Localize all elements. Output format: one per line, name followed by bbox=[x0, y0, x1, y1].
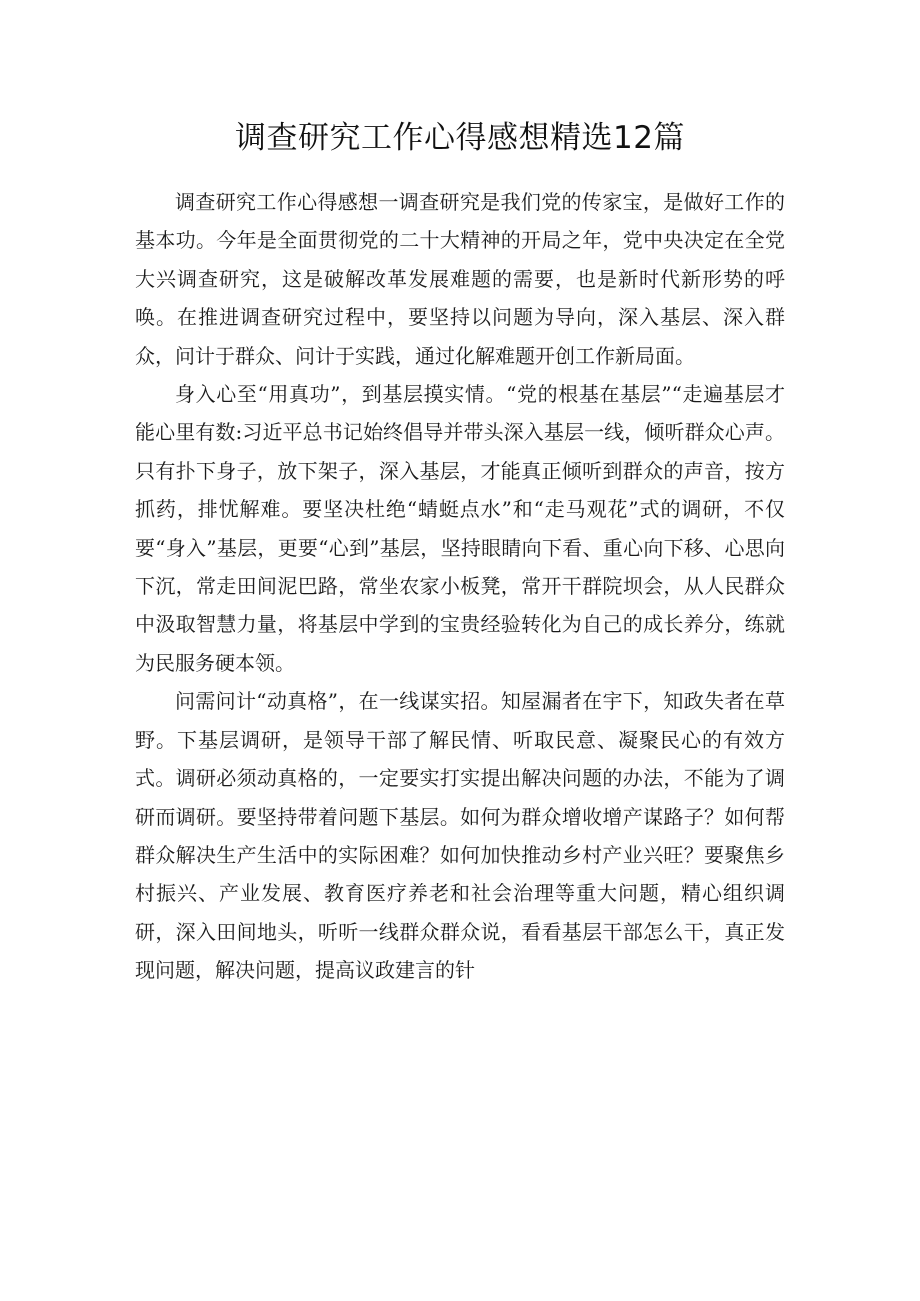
document-body bbox=[135, 183, 785, 990]
paragraph-2: 身入心至“用真功”，到基层摸实情。“党的根基在基层”“走遍基层才能心里有数:习近平总书记始终倡导并带头深入基层一线，倾听群众心声。只有扑下身子，放下架子，深入基层，才能真正倾听到群众的声音，按方抓药，排忧解难。要坚决杜绝“蜻蜓点水”和“走马观花”式的调研，不仅要“身入”基层，更要“心到”基层，坚持眼睛向下看、重心向下移、心思向下沉，常走田间泥巴路，常坐农家小板凳，常开干群院坝会，从人民群众中汲取智慧力量，将基层中学到的宝贵经验转化为自己的成长养分，练就为民服务硬本领。 bbox=[135, 382, 785, 675]
page-title: 调查研究工作心得感想精选12篇 bbox=[235, 120, 685, 156]
paragraph-1: 调查研究工作心得感想一调查研究是我们党的传家宝，是做好工作的基本功。今年是全面贯彻党的二十大精神的开局之年，党中央决定在全党大兴调查研究，这是破解改革发展难题的需要，也是新时代新形势的呼唤。在推进调查研究过程中，要坚持以问题为导向，深入基层、深入群众，问计于群众、问计于实践，通过化解难题开创工作新局面。 bbox=[135, 190, 785, 368]
paragraph-3: 问需问计“动真格”，在一线谋实招。知屋漏者在宇下，知政失者在草野。下基层调研，是领导干部了解民情、听取民意、凝聚民心的有效方式。调研必须动真格的，一定要实打实提出解决问题的办法，不能为了调研而调研。要坚持带着问题下基层。如何为群众增收增产谋路子？如何帮群众解决生产生活中的实际困难？如何加快推动乡村产业兴旺？要聚焦乡村振兴、产业发展、教育医疗养老和社会治理等重大问题，精心组织调研，深入田间地头，听听一线群众群众说，看看基层干部怎么干，真正发现问题，解决问题，提高议政建言的针 bbox=[135, 689, 785, 983]
